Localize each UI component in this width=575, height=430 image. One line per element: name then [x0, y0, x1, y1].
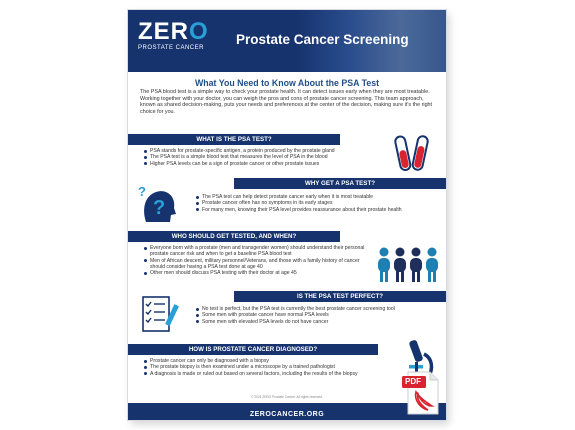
list-item: The PSA test is a simple blood test that measures the level of PSA in the blood — [144, 154, 374, 160]
list-item: Other men should discuss PSA testing with their doctor at age 45 — [144, 270, 366, 276]
footer-bar — [128, 403, 446, 420]
logo-o: O — [189, 18, 209, 45]
svg-text:?: ? — [138, 184, 146, 199]
list-item: Higher PSA levels can be a sign of prostate cancer or other prostate issues — [144, 161, 374, 167]
logo-zer: ZER — [138, 18, 189, 45]
section-bullets-what — [144, 148, 374, 167]
pdf-file-icon[interactable] — [402, 370, 442, 416]
list-item: Some men with prostate cancer have normal PSA levels — [196, 312, 441, 318]
section-bullets-who — [144, 245, 366, 276]
list-item: No test is perfect, but the PSA test is currently the best prostate cancer screening tool — [196, 306, 441, 312]
page-subtitle: What You Need to Know About the PSA Test — [194, 78, 380, 88]
section-bullets-why — [196, 194, 436, 213]
header-banner — [128, 10, 446, 72]
copyright-text: © 2024 ZERO Prostate Cancer. All rights reserved. — [251, 395, 323, 399]
people-group-icon — [376, 246, 440, 284]
list-item: Some men with elevated PSA levels do not have cancer — [196, 319, 441, 325]
question-head-icon — [138, 182, 180, 226]
flyer-page — [128, 10, 446, 420]
list-item: For many men, knowing their PSA level provides reassurance about their prostate health — [196, 207, 436, 213]
logo-wordmark — [138, 20, 216, 44]
page-title: Prostate Cancer Screening — [236, 32, 409, 47]
logo-subtitle: PROSTATE CANCER — [138, 45, 204, 51]
list-item: The prostate biopsy is then examined under a microscope by a trained pathologist — [144, 364, 382, 370]
list-item: The PSA test can help detect prostate cancer early when it is most treatable — [196, 194, 436, 200]
intro-paragraph: The PSA blood test is a simple way to check your prostate health. It can detect issues early when they are most treatable. Working together with your doctor, you can weigh the pros and cons of prostate cancer screening. This team approach, known as shared decision-making, puts your needs and preferences at the center of the decision, making sure it’s the right choice for you. — [140, 89, 433, 115]
list-item: PSA stands for prostate-specific antigen, a protein produced by the prostate gland — [144, 148, 374, 154]
list-item: A diagnosis is made or ruled out based on several factors, including the results of the biopsy — [144, 371, 382, 377]
zero-logo — [138, 20, 216, 51]
pdf-badge-label: PDF — [405, 377, 421, 386]
section-heading-why: WHY GET A PSA TEST? — [234, 178, 446, 189]
list-item: Prostate cancer often has no symptoms in its early stages — [196, 200, 436, 206]
list-item: Everyone born with a prostate (men and transgender women) should understand their personal prostate cancer risk and when to get a baseline PSA blood test — [144, 245, 366, 258]
section-heading-perfect: IS THE PSA TEST PERFECT? — [234, 291, 446, 302]
section-heading-diagnosed: HOW IS PROSTATE CANCER DIAGNOSED? — [128, 344, 378, 355]
checklist-icon — [140, 294, 182, 334]
list-item: Prostate cancer can only be diagnosed with a biopsy — [144, 358, 382, 364]
section-heading-what: WHAT IS THE PSA TEST? — [128, 134, 340, 145]
list-item: Men of African descent, military personnel/Veterans, and those with a family history of cancer should consider having a PSA test done at age 40 — [144, 258, 366, 271]
test-tubes-icon — [390, 134, 434, 174]
section-bullets-diagnosed — [144, 358, 382, 377]
section-heading-who: WHO SHOULD GET TESTED, AND WHEN? — [128, 231, 340, 242]
svg-text:?: ? — [153, 197, 166, 219]
footer-url[interactable]: ZEROCANCER.ORG — [249, 411, 325, 418]
section-bullets-perfect — [196, 306, 441, 325]
